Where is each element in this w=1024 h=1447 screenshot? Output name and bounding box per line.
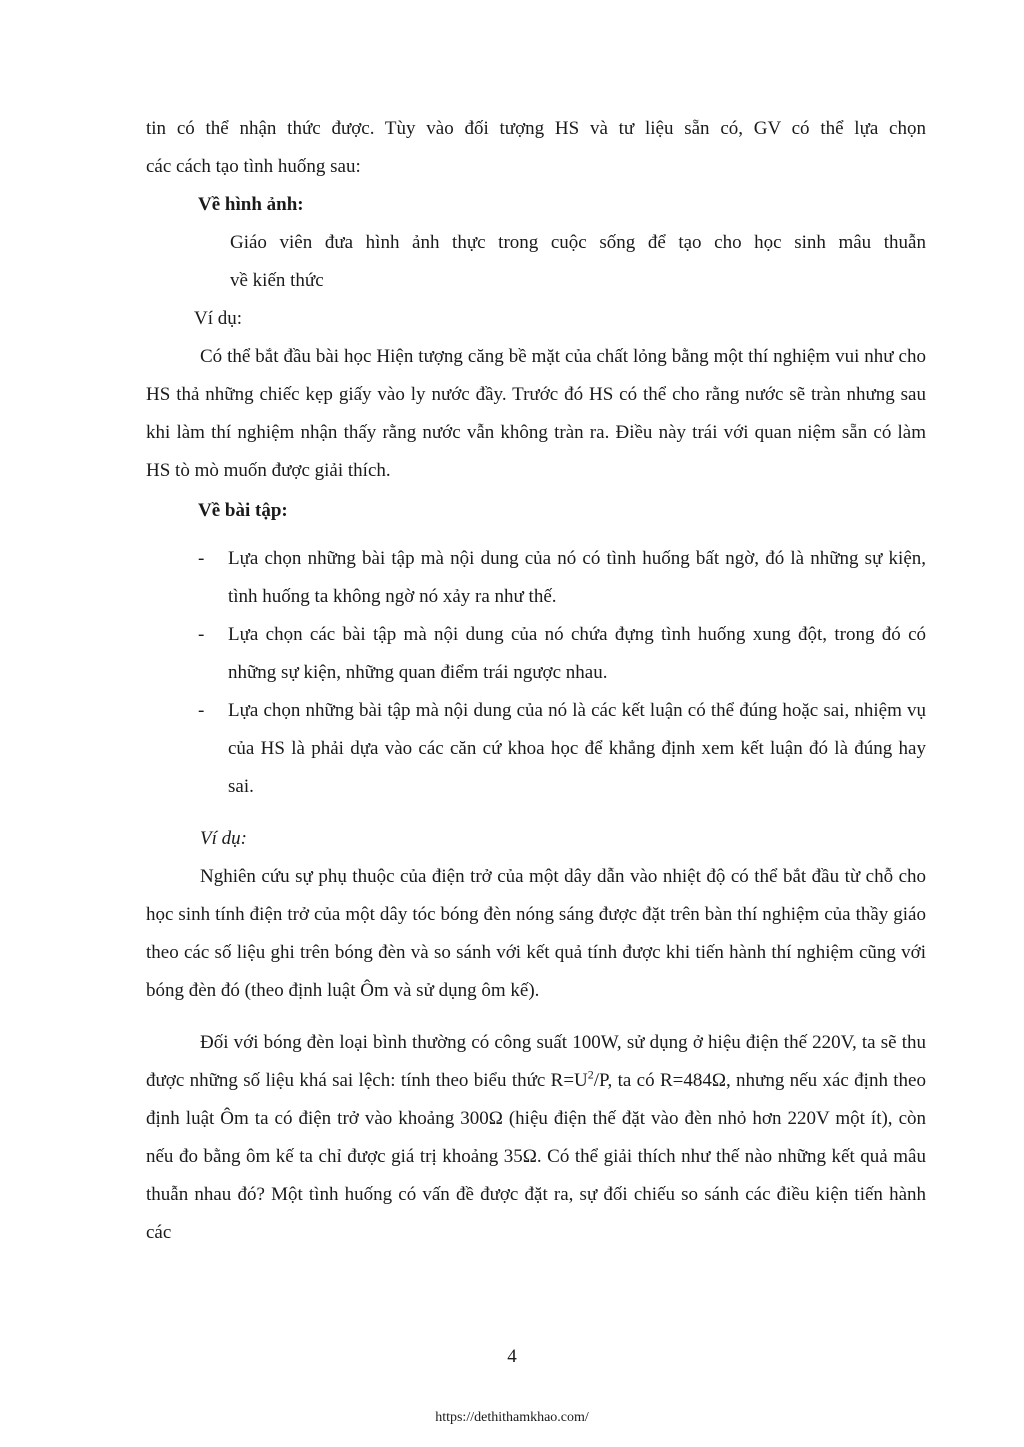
example-1-paragraph: Có thể bắt đầu bài học Hiện tượng căng bề mặt của chất lỏng bằng một thí nghiệm vui như cho HS thả những chiếc kẹp giấy vào ly nước đầy. Trước đó HS có thể cho rằng nước sẽ tràn nhưng sau khi làm thí nghiệm nhận thấy rằng nước vẫn không tràn ra. Điều này trái với quan niệm sẵn có làm HS tò mò muốn được giải thích. bbox=[146, 346, 926, 481]
list-item bbox=[146, 692, 926, 806]
images-text bbox=[230, 224, 926, 300]
intro-line-2: các cách tạo tình huống sau: bbox=[146, 156, 361, 177]
bullet-dash: - bbox=[198, 700, 205, 721]
list-item bbox=[146, 616, 926, 692]
bulb-paragraph-part-1: Đối với bóng đèn loại bình thường có công suất 100W, sử dụng ở hiệu điện thế 220V, ta sẽ thu được những số liệu khá sai lệch: tính theo biểu thức R=U bbox=[146, 1032, 926, 1091]
example-label-2: Ví dụ: bbox=[200, 828, 247, 849]
images-text-line-2: về kiến thức bbox=[230, 270, 324, 291]
images-text-line-1: Giáo viên đưa hình ảnh thực trong cuộc sống để tạo cho học sinh mâu thuẫn bbox=[230, 232, 926, 253]
list-item bbox=[146, 540, 926, 616]
example-label-1: Ví dụ: bbox=[194, 308, 243, 329]
footer-url[interactable]: https://dethithamkhao.com/ bbox=[435, 1410, 589, 1425]
exercise-list bbox=[146, 540, 926, 806]
section-exercises-heading: Về bài tập: bbox=[198, 500, 288, 521]
list-item-text: Lựa chọn những bài tập mà nội dung của nó là các kết luận có thể đúng hoặc sai, nhiệm vụ của HS là phải dựa vào các căn cứ khoa học để khẳng định xem kết luận đó là đúng hay sai. bbox=[228, 700, 926, 797]
section-images-heading: Về hình ảnh: bbox=[198, 194, 304, 215]
page-number: 4 bbox=[507, 1346, 517, 1367]
bullet-dash: - bbox=[198, 624, 205, 645]
intro-line-1: tin có thể nhận thức được. Tùy vào đối tượng HS và tư liệu sẵn có, GV có thể lựa chọn bbox=[146, 118, 926, 139]
list-item-text: Lựa chọn các bài tập mà nội dung của nó chứa đựng tình huống xung đột, trong đó có những sự kiện, những quan điểm trái ngược nhau. bbox=[228, 624, 926, 683]
bullet-dash: - bbox=[198, 548, 205, 569]
superscript-2: 2 bbox=[587, 1067, 594, 1082]
example-2-paragraph: Nghiên cứu sự phụ thuộc của điện trở của một dây dẫn vào nhiệt độ có thể bắt đầu từ chỗ cho học sinh tính điện trở của một dây tóc bóng đèn nóng sáng được đặt trên bàn thí nghiệm của thầy giáo theo các số liệu ghi trên bóng đèn và so sánh với kết quả tính được khi tiến hành thí nghiệm cũng với bóng đèn đó (theo định luật Ôm và sử dụng ôm kế). bbox=[146, 866, 926, 1001]
bulb-paragraph bbox=[146, 1024, 926, 1252]
bulb-paragraph-part-2: /P, ta có R=484Ω, nhưng nếu xác định theo định luật Ôm ta có điện trở vào khoảng 300Ω (hiệu điện thế đặt vào đèn nhỏ hơn 220V một ít), còn nếu đo bằng ôm kế ta chỉ được giá trị khoảng 35Ω. Có thể giải thích như thế nào những kết quả mâu thuẫn nhau đó? Một tình huống có vấn đề được đặt ra, sự đối chiếu so sánh các điều kiện tiến hành các bbox=[146, 1070, 926, 1243]
document-page bbox=[146, 110, 926, 1252]
list-item-text: Lựa chọn những bài tập mà nội dung của nó có tình huống bất ngờ, đó là những sự kiện, tình huống ta không ngờ nó xảy ra như thế. bbox=[228, 548, 926, 607]
